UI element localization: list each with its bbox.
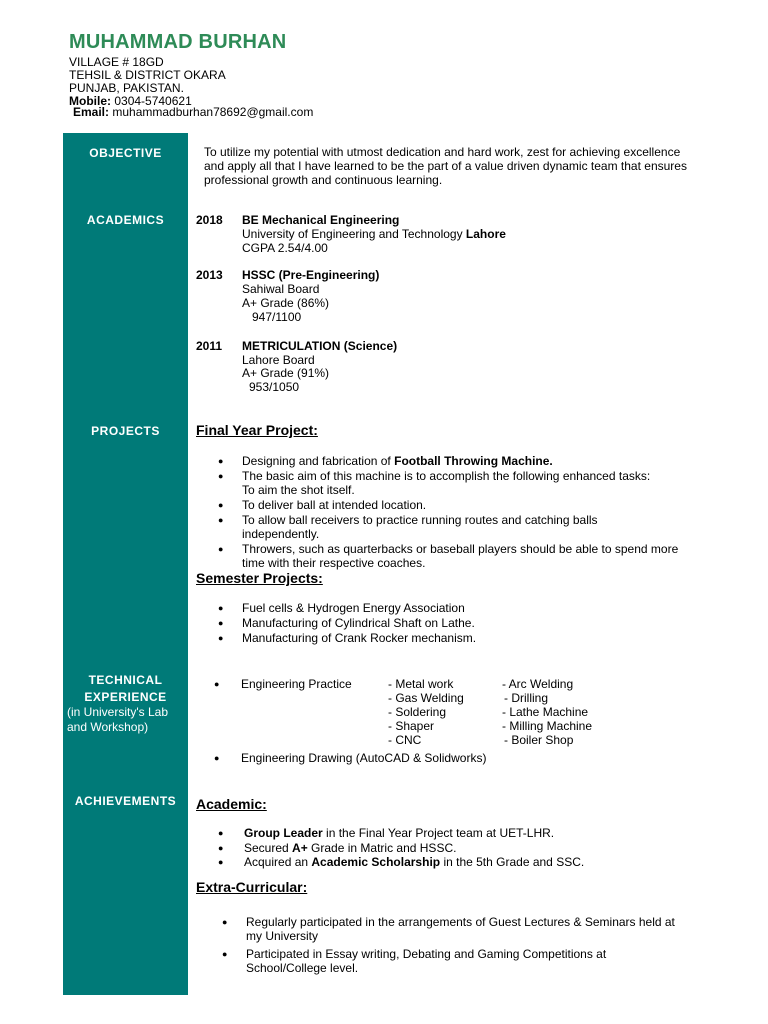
bullet-icon: ● [218, 843, 224, 853]
list-item: - Shaper [388, 719, 435, 733]
academic-grade: A+ Grade (91%) [242, 366, 330, 380]
list-item: - Milling Machine [502, 719, 593, 733]
academic-degree: HSSC (Pre-Engineering) [242, 268, 380, 282]
bullet-icon: ● [218, 515, 224, 525]
bullet-icon: ● [218, 618, 224, 628]
address-line-3: PUNJAB, PAKISTAN. [69, 81, 184, 95]
mobile-label: Mobile: [69, 94, 111, 108]
list-item: - Soldering [388, 705, 447, 719]
bullet-icon: ● [218, 456, 224, 466]
bullet-icon: ● [214, 753, 220, 763]
email-line [73, 106, 313, 119]
list-item: - Lathe Machine [502, 705, 589, 719]
academic-year: 2011 [196, 339, 223, 353]
bullet-icon: ● [218, 603, 224, 613]
bullet-icon: ● [218, 471, 224, 481]
technical-sub-2: and Workshop) [67, 720, 149, 734]
bullet-icon: ● [222, 949, 228, 959]
academic-degree: BE Mechanical Engineering [242, 213, 400, 227]
section-objective-label: OBJECTIVE [89, 146, 162, 160]
list-item: - Drilling [504, 691, 549, 705]
objective-text: To utilize my potential with utmost dedication and hard work, zest for achieving excellence and apply all that I have learned to be the part of a value driven dynamic team that ensures professional growth and continuous learning. [204, 145, 687, 187]
email-label: Email: [73, 105, 110, 119]
practice-column-2 [502, 677, 592, 747]
candidate-name: MUHAMMAD BURHAN [69, 31, 287, 53]
bullet-icon: ● [214, 679, 220, 689]
academic-achievements-heading: Academic: [196, 796, 267, 812]
section-achievements-label: ACHIEVEMENTS [74, 794, 177, 808]
section-projects-label: PROJECTS [91, 424, 160, 438]
section-experience-label: EXPERIENCE [84, 690, 167, 704]
section-sidebar [63, 133, 188, 995]
list-item: - Arc Welding [502, 677, 574, 691]
list-item: - Metal work [388, 677, 454, 691]
academic-institution: Sahiwal Board [242, 282, 320, 296]
section-technical-sub [67, 705, 192, 735]
bullet-icon: ● [218, 828, 224, 838]
academic-institution: University of Engineering and Technology Lahore [242, 227, 506, 241]
section-technical-label: TECHNICAL [88, 673, 163, 687]
bullet-icon: ● [222, 917, 228, 927]
list-item: - CNC [388, 733, 422, 747]
academic-year: 2013 [196, 268, 223, 282]
address-line-1: VILLAGE # 18GD [69, 55, 164, 69]
academic-marks: 953/1050 [249, 380, 300, 394]
section-academics-label: ACADEMICS [86, 213, 165, 227]
academic-degree: METRICULATION (Science) [242, 339, 398, 353]
email-value: muhammadburhan78692@gmail.com [112, 105, 314, 119]
list-item: - Gas Welding [388, 691, 464, 705]
academic-year: 2018 [196, 213, 223, 227]
academic-grade: CGPA 2.54/4.00 [242, 241, 328, 255]
list-item: - Boiler Shop [504, 733, 574, 747]
address-line-2: TEHSIL & DISTRICT OKARA [69, 68, 226, 82]
mobile-value: 0304-5740621 [114, 94, 192, 108]
academic-marks: 947/1100 [252, 310, 302, 324]
technical-sub-1: (in University's Lab [67, 705, 168, 719]
academic-grade: A+ Grade (86%) [242, 296, 330, 310]
bullet-icon: ● [218, 544, 224, 554]
bullet-icon: ● [218, 857, 224, 867]
final-year-project-heading: Final Year Project: [196, 422, 318, 438]
semester-projects-heading: Semester Projects: [196, 570, 323, 586]
bullet-icon: ● [218, 633, 224, 643]
extra-curricular-heading: Extra-Curricular: [196, 879, 308, 895]
academic-institution: Lahore Board [242, 353, 315, 367]
practice-column-1 [388, 677, 464, 747]
bullet-icon: ● [218, 500, 224, 510]
